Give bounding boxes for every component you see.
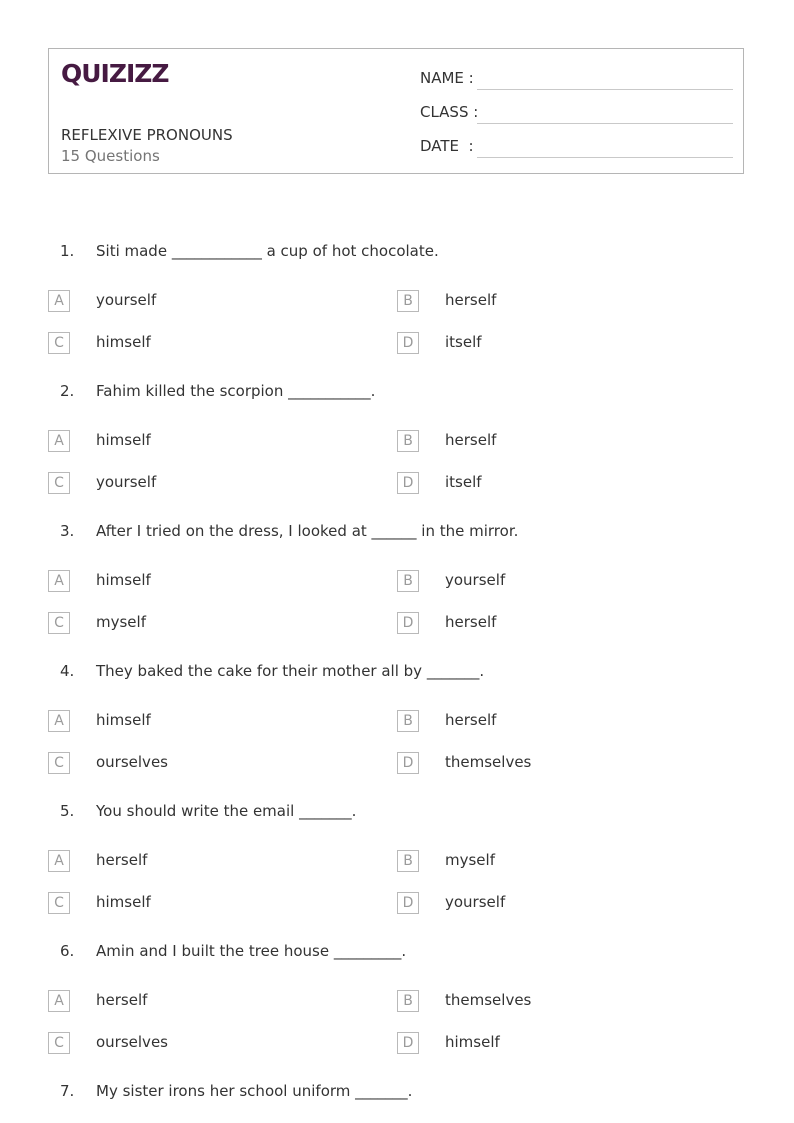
- option-text: myself: [96, 613, 146, 631]
- option-text: myself: [445, 851, 495, 869]
- option-letter-box[interactable]: B: [397, 430, 419, 452]
- option-text: themselves: [445, 753, 532, 771]
- option-text: herself: [96, 991, 148, 1009]
- option-text: yourself: [445, 571, 506, 589]
- option-text: herself: [96, 851, 148, 869]
- question-text: Amin and I built the tree house _________.: [96, 942, 407, 960]
- option-text: herself: [445, 291, 497, 309]
- option-text: herself: [445, 613, 497, 631]
- worksheet-title: REFLEXIVE PRONOUNS: [61, 126, 233, 144]
- date-line[interactable]: [477, 157, 733, 158]
- question-number: 4.: [60, 662, 75, 680]
- option-text: yourself: [96, 473, 157, 491]
- option-letter-box[interactable]: D: [397, 1032, 419, 1054]
- worksheet-header: [48, 48, 744, 174]
- name-line[interactable]: [477, 89, 733, 90]
- option-text: himself: [445, 1033, 500, 1051]
- question-count: 15 Questions: [61, 147, 160, 165]
- option-text: himself: [96, 333, 151, 351]
- date-label: DATE :: [420, 137, 474, 155]
- option-letter-box[interactable]: B: [397, 990, 419, 1012]
- question-text: You should write the email _______.: [96, 802, 357, 820]
- question-1: [0, 242, 794, 266]
- question-number: 6.: [60, 942, 75, 960]
- question-text: Fahim killed the scorpion ___________.: [96, 382, 376, 400]
- option-letter-box[interactable]: C: [48, 892, 70, 914]
- option-letter-box[interactable]: D: [397, 332, 419, 354]
- option-letter-box[interactable]: C: [48, 612, 70, 634]
- question-text: They baked the cake for their mother all by _______.: [96, 662, 485, 680]
- option-letter-box[interactable]: D: [397, 752, 419, 774]
- option-text: itself: [445, 473, 482, 491]
- option-letter-box[interactable]: C: [48, 332, 70, 354]
- option-text: themselves: [445, 991, 532, 1009]
- option-letter-box[interactable]: D: [397, 612, 419, 634]
- option-letter-box[interactable]: D: [397, 892, 419, 914]
- question-7: [0, 1082, 794, 1106]
- option-letter-box[interactable]: B: [397, 850, 419, 872]
- option-letter-box[interactable]: A: [48, 990, 70, 1012]
- option-letter-box[interactable]: A: [48, 570, 70, 592]
- option-text: himself: [96, 893, 151, 911]
- question-text: After I tried on the dress, I looked at ______ in the mirror.: [96, 522, 519, 540]
- question-number: 5.: [60, 802, 75, 820]
- question-5: [0, 802, 794, 826]
- question-text: My sister irons her school uniform _______.: [96, 1082, 413, 1100]
- option-letter-box[interactable]: B: [397, 710, 419, 732]
- question-text: Siti made ____________ a cup of hot chocolate.: [96, 242, 439, 260]
- option-letter-box[interactable]: C: [48, 472, 70, 494]
- question-number: 3.: [60, 522, 75, 540]
- question-6: [0, 942, 794, 966]
- option-text: yourself: [96, 291, 157, 309]
- option-letter-box[interactable]: D: [397, 472, 419, 494]
- option-letter-box[interactable]: C: [48, 1032, 70, 1054]
- option-letter-box[interactable]: A: [48, 850, 70, 872]
- option-text: yourself: [445, 893, 506, 911]
- question-3: [0, 522, 794, 546]
- option-text: ourselves: [96, 753, 168, 771]
- question-number: 2.: [60, 382, 75, 400]
- option-text: ourselves: [96, 1033, 168, 1051]
- option-text: himself: [96, 711, 151, 729]
- option-letter-box[interactable]: A: [48, 710, 70, 732]
- option-text: himself: [96, 431, 151, 449]
- question-4: [0, 662, 794, 686]
- option-text: himself: [96, 571, 151, 589]
- option-text: itself: [445, 333, 482, 351]
- option-letter-box[interactable]: A: [48, 430, 70, 452]
- option-letter-box[interactable]: B: [397, 570, 419, 592]
- question-2: [0, 382, 794, 406]
- quizizz-logo: QUIZIZZ: [61, 59, 169, 88]
- question-number: 1.: [60, 242, 75, 260]
- option-letter-box[interactable]: C: [48, 752, 70, 774]
- option-text: herself: [445, 431, 497, 449]
- class-label: CLASS :: [420, 103, 479, 121]
- class-line[interactable]: [477, 123, 733, 124]
- option-letter-box[interactable]: A: [48, 290, 70, 312]
- option-letter-box[interactable]: B: [397, 290, 419, 312]
- name-label: NAME :: [420, 69, 474, 87]
- question-number: 7.: [60, 1082, 75, 1100]
- option-text: herself: [445, 711, 497, 729]
